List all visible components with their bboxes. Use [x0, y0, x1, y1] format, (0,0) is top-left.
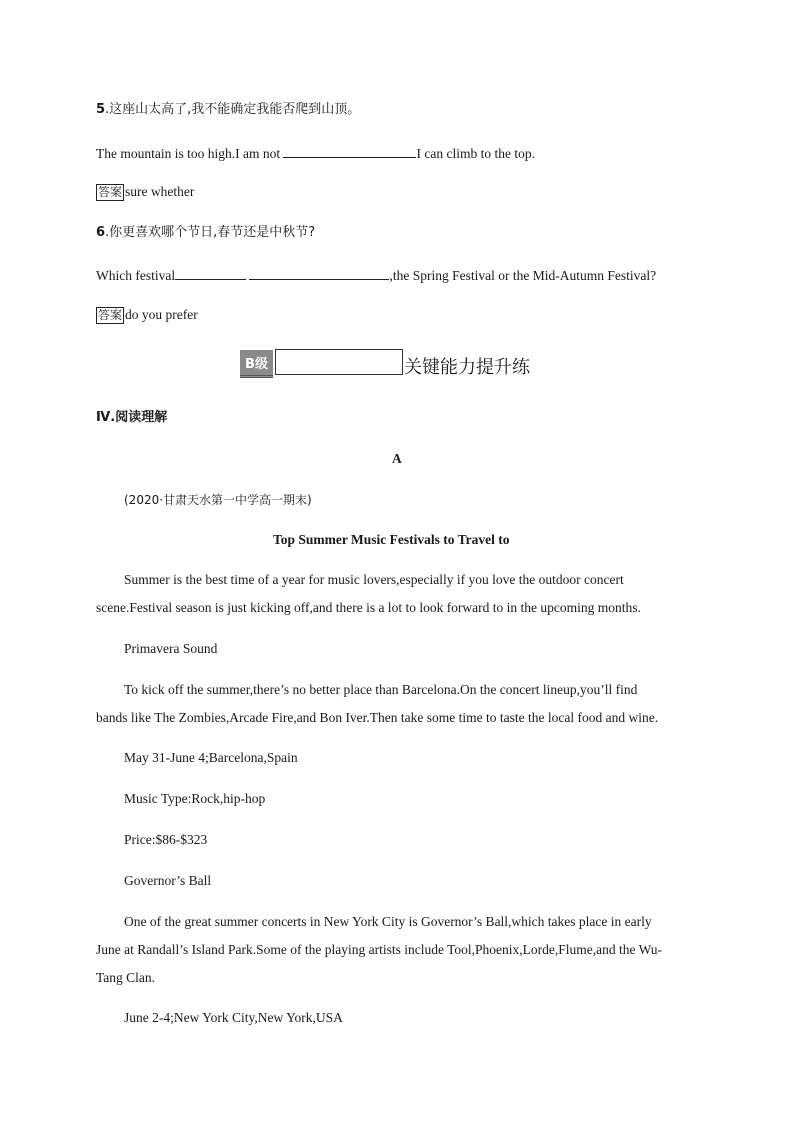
q6-sentence	[96, 265, 656, 285]
q5-prompt-text: .这座山太高了,我不能确定我能否爬到山顶。	[105, 102, 361, 117]
section-heading-text: Ⅳ.阅读理解	[96, 410, 168, 425]
fest2-date: June 2-4;New York City,New York,USA	[124, 1010, 343, 1025]
q5-blank	[283, 143, 416, 158]
q5-sentence	[96, 143, 535, 163]
section-heading	[96, 409, 167, 427]
fest1-price: Price:$86-$323	[124, 832, 208, 847]
q6-answer-text: do you prefer	[125, 307, 198, 322]
q5-number: 5	[96, 102, 106, 117]
intro-line-1: Summer is the best time of a year for music lovers,especially if you love the outdoor concert	[124, 572, 624, 587]
passage-source: (2020·甘肃天水第一中学高一期末)	[124, 493, 312, 507]
fest2-name: Governor’s Ball	[124, 873, 212, 888]
level-title: 关键能力提升练	[404, 357, 530, 378]
q6-answer	[96, 306, 198, 324]
q6-prompt	[96, 224, 315, 242]
level-banner	[240, 348, 530, 378]
q6-prompt-text: .你更喜欢哪个节日,春节还是中秋节?	[105, 225, 316, 240]
q5-answer-text: sure whether	[125, 184, 195, 199]
fest2-desc-line-2: June at Randall’s Island Park.Some of the playing artists include Tool,Phoenix,Lorde,Flume,and the Wu-	[96, 942, 663, 957]
fest1-name: Primavera Sound	[124, 641, 218, 656]
fest1-desc-line-2: bands like The Zombies,Arcade Fire,and Bon Iver.Then take some time to taste the local food and wine.	[96, 710, 659, 725]
q6-number: 6	[96, 225, 106, 240]
q6-sentence-before: Which festival	[96, 268, 176, 283]
fest1-type: Music Type:Rock,hip-hop	[124, 791, 266, 806]
level-box	[275, 349, 403, 375]
q5-answer	[96, 183, 194, 201]
passage-title: Top Summer Music Festivals to Travel to	[273, 532, 510, 547]
intro-line-2: scene.Festival season is just kicking off,and there is a lot to look forward to in the upcoming months.	[96, 600, 641, 615]
passage-label: A	[392, 451, 402, 466]
q6-blank-2	[249, 265, 389, 280]
q6-sentence-after: ,the Spring Festival or the Mid-Autumn Festival?	[389, 268, 657, 283]
fest2-desc-line-1: One of the great summer concerts in New York City is Governor’s Ball,which takes place in early	[124, 914, 652, 929]
q6-answer-label: 答案	[98, 308, 123, 322]
q6-blank-1	[175, 265, 246, 280]
q5-prompt	[96, 101, 360, 119]
q5-answer-label: 答案	[98, 185, 123, 199]
level-badge: B级	[240, 350, 273, 378]
fest1-date: May 31-June 4;Barcelona,Spain	[124, 750, 298, 765]
fest1-desc-line-1: To kick off the summer,there’s no better place than Barcelona.On the concert lineup,you’ll find	[124, 682, 638, 697]
q5-sentence-before: The mountain is too high.I am not	[96, 146, 284, 161]
fest2-desc-line-3: Tang Clan.	[96, 970, 156, 985]
q5-sentence-after: I can climb to the top.	[416, 146, 535, 161]
